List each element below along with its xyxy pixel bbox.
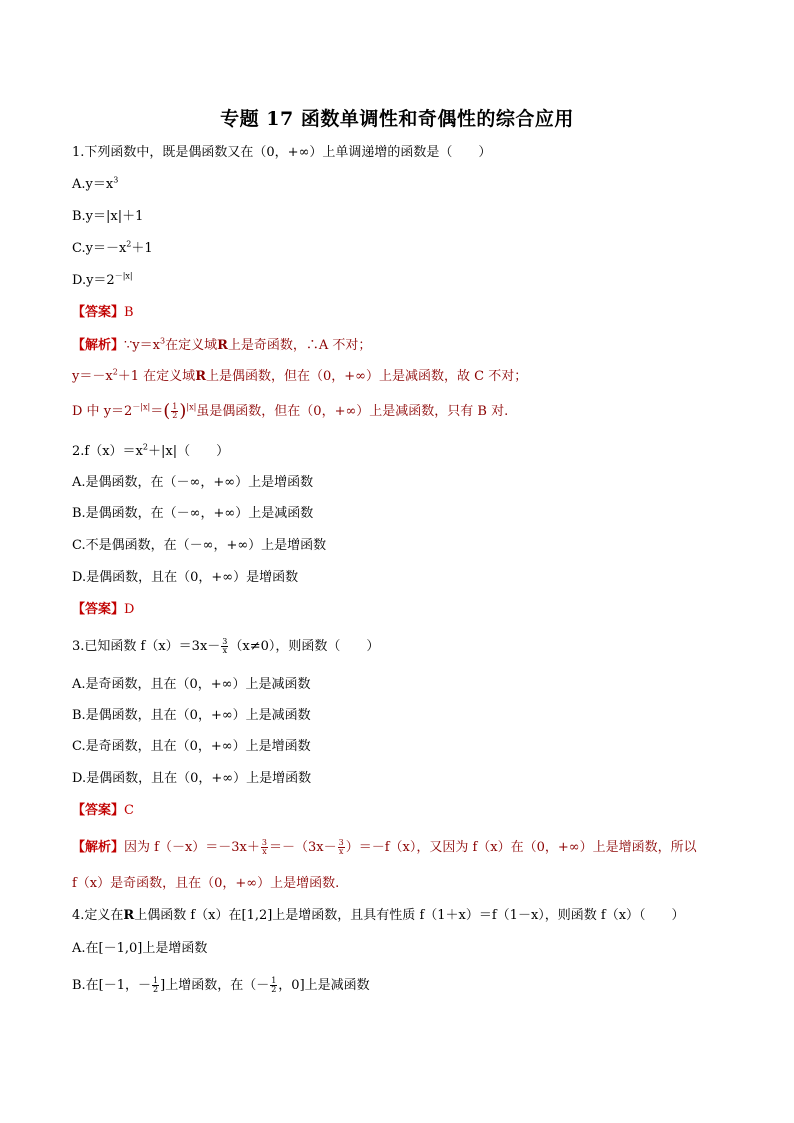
q1-analysis-text: ＋1 在定义域 bbox=[117, 369, 196, 384]
q3-analysis-line2: f（x）是奇函数，且在（0，+∞）上是增函数. bbox=[72, 876, 340, 891]
q1-analysis-bold: R bbox=[195, 369, 206, 384]
q1-analysis-line1 bbox=[72, 338, 371, 354]
answer-tag: 【答案】 bbox=[72, 803, 125, 818]
q2-stem bbox=[72, 444, 229, 460]
q1-analysis-text: 上是偶函数，但在（0，+∞）上是减函数，故 C 不对； bbox=[206, 369, 528, 384]
q4-stem-bold: R bbox=[123, 908, 135, 923]
answer-value: D bbox=[124, 602, 135, 617]
analysis-tag: 【解析】 bbox=[72, 840, 125, 855]
q3-option-c: C.是奇函数，且在（0，+∞）上是增函数 bbox=[72, 739, 311, 754]
q1-analysis-text: 在定义域 bbox=[165, 338, 218, 353]
fraction-numerator: 3 bbox=[222, 637, 228, 646]
q2-option-d: D.是偶函数，且在（0，+∞）是增函数 bbox=[72, 570, 299, 585]
q4-option-b-text: B.在[－1，－ bbox=[72, 978, 152, 993]
analysis-tag: 【解析】 bbox=[72, 338, 125, 353]
q4-stem bbox=[72, 908, 685, 924]
fraction-denominator: x bbox=[222, 646, 228, 655]
fraction bbox=[171, 403, 178, 420]
q4-option-b-text: ，0]上是减函数 bbox=[278, 978, 370, 993]
answer-tag: 【答案】 bbox=[72, 602, 125, 617]
q1-option-d bbox=[72, 273, 133, 289]
q4-option-b-text: ]上增函数，在（－ bbox=[160, 978, 270, 993]
q1-option-a-expr: y＝x bbox=[85, 177, 114, 192]
q2-option-b: B.是偶函数，在（－∞，+∞）上是减函数 bbox=[72, 506, 314, 521]
q3-stem bbox=[72, 638, 379, 655]
q1-analysis-exponent: 3 bbox=[159, 336, 166, 346]
q1-option-d-exponent: －|x| bbox=[114, 271, 133, 281]
q3-option-a: A.是奇函数，且在（0，+∞）上是减函数 bbox=[72, 677, 311, 692]
q1-analysis-text: 虽是偶函数，但在（0，+∞）上是减函数，只有 B 对. bbox=[196, 404, 509, 419]
q1-answer bbox=[72, 305, 134, 321]
q2-stem-text: ＋|x|（ ） bbox=[147, 444, 230, 459]
q3-analysis-text: ＝－（3x－ bbox=[269, 840, 337, 855]
q1-analysis-line3 bbox=[72, 400, 509, 422]
fraction-denominator: x bbox=[338, 847, 344, 856]
q1-option-c-prefix: C.y＝－x bbox=[72, 241, 127, 256]
q1-option-c-exponent: 2 bbox=[126, 239, 132, 249]
fraction-numerator: 3 bbox=[338, 838, 344, 847]
fraction-denominator: 2 bbox=[153, 985, 159, 994]
answer-value: C bbox=[124, 803, 134, 818]
q1-stem: 1.下列函数中，既是偶函数又在（0，+∞）上单调递增的函数是（ ） bbox=[72, 145, 492, 160]
q3-stem-text: （x≠0），则函数（ ） bbox=[229, 639, 380, 654]
answer-value: B bbox=[124, 305, 134, 320]
paren-open: ( bbox=[163, 400, 171, 422]
fraction-denominator: x bbox=[262, 847, 267, 856]
q2-option-c: C.不是偶函数，在（－∞，+∞）上是增函数 bbox=[72, 538, 327, 553]
q3-answer bbox=[72, 803, 134, 819]
fraction-denominator: 2 bbox=[172, 411, 178, 420]
q3-option-b: B.是偶函数，且在（0，+∞）上是减函数 bbox=[72, 708, 311, 723]
q4-option-a: A.在[－1,0]上是增函数 bbox=[72, 941, 208, 956]
q1-analysis-line2 bbox=[72, 369, 527, 385]
q1-analysis-text: ＝ bbox=[150, 404, 164, 419]
q1-option-a-prefix: A. bbox=[72, 177, 86, 192]
q2-answer bbox=[72, 602, 134, 618]
fraction bbox=[221, 638, 228, 655]
fraction bbox=[270, 977, 277, 994]
fraction-numerator: 1 bbox=[271, 976, 277, 985]
q4-stem-text: 上偶函数 f（x）在[1,2]上是增函数，且具有性质 f（1＋x）＝f（1－x），则函数 f（x）（ ） bbox=[134, 908, 685, 923]
q2-option-a: A.是偶函数，在（－∞，+∞）上是增函数 bbox=[72, 475, 314, 490]
fraction-denominator: 2 bbox=[271, 985, 277, 994]
q1-option-b: B.y＝|x|＋1 bbox=[72, 209, 144, 224]
fraction bbox=[261, 839, 268, 856]
q3-analysis-text: ）＝－f（x），又因为 f（x）在（0，+∞）上是增函数，所以 bbox=[345, 840, 697, 855]
q2-stem-exponent: 2 bbox=[142, 442, 148, 452]
paren-close: ) bbox=[179, 400, 187, 422]
q1-analysis-exponent: |x| bbox=[186, 402, 197, 412]
q3-option-d: D.是偶函数，且在（0，+∞）上是增函数 bbox=[72, 771, 312, 786]
q1-option-a bbox=[72, 177, 118, 193]
q1-analysis-text: 上是奇函数，∴A 不对； bbox=[227, 338, 372, 353]
q3-analysis-line1 bbox=[72, 839, 697, 856]
fraction bbox=[152, 977, 159, 994]
q1-option-d-prefix: D.y＝2 bbox=[72, 273, 115, 288]
document-title: 专题 17 函数单调性和奇偶性的综合应用 bbox=[220, 108, 574, 130]
q3-stem-text: 3.已知函数 f（x）＝3x－ bbox=[72, 639, 221, 654]
q1-analysis-text: y＝－x bbox=[72, 369, 113, 384]
answer-tag: 【答案】 bbox=[72, 305, 125, 320]
q3-analysis-text: 因为 f（－x）＝－3x＋ bbox=[124, 840, 260, 855]
q1-analysis-bold: R bbox=[217, 338, 228, 353]
q1-option-c bbox=[72, 241, 153, 257]
fraction-numerator: 1 bbox=[172, 402, 178, 411]
q1-analysis-exponent: 2 bbox=[112, 367, 118, 377]
q1-analysis-text: ∵y＝x bbox=[124, 338, 160, 353]
fraction bbox=[338, 839, 345, 856]
q2-stem-text: 2.f（x）＝x bbox=[72, 444, 143, 459]
q1-analysis-exponent: －|x| bbox=[132, 402, 151, 412]
q4-stem-text: 4.定义在 bbox=[72, 908, 124, 923]
q1-option-a-exponent: 3 bbox=[113, 175, 119, 185]
fraction-numerator: 3 bbox=[261, 838, 267, 847]
q1-analysis-text: D 中 y＝2 bbox=[72, 404, 133, 419]
fraction-numerator: 1 bbox=[153, 976, 159, 985]
q1-option-c-suffix: ＋1 bbox=[131, 241, 153, 256]
q4-option-b bbox=[72, 977, 370, 994]
